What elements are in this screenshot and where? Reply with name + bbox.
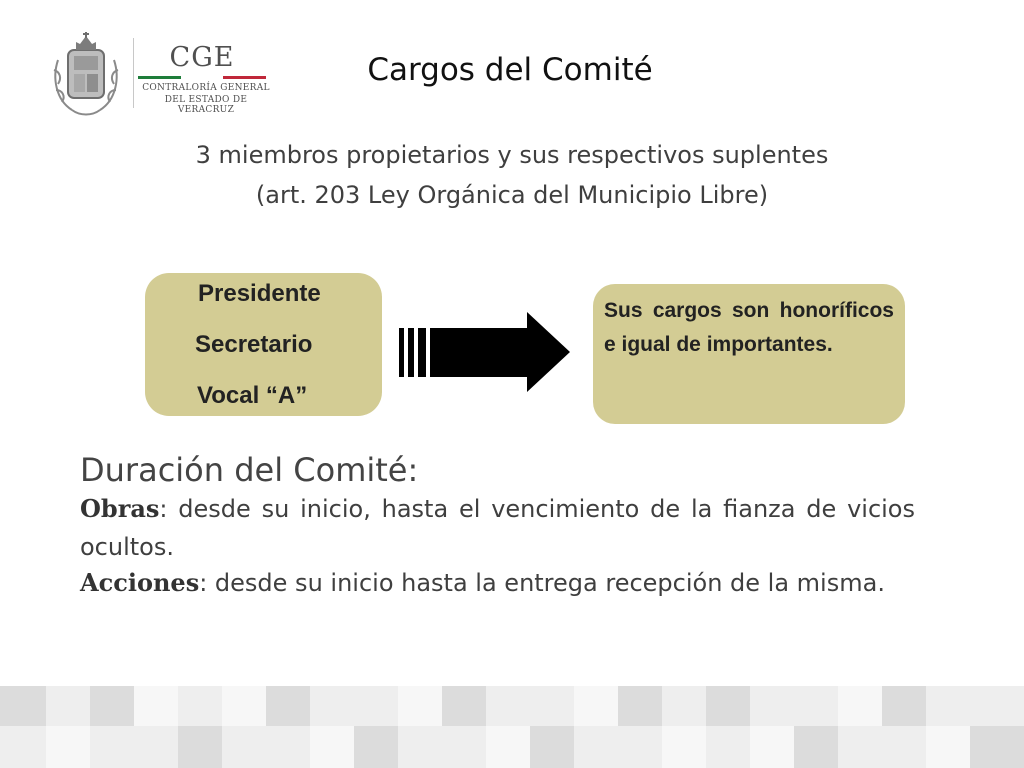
duration-obras xyxy=(80,490,915,566)
term-acciones: Acciones xyxy=(80,568,200,597)
cge-logo xyxy=(40,28,290,123)
role-secretario: Secretario xyxy=(195,331,313,358)
duration-acciones xyxy=(80,564,915,602)
slide-title: Cargos del Comité xyxy=(367,52,653,88)
footer-tile xyxy=(662,726,706,768)
logo-org-line-1: CONTRALORÍA GENERAL xyxy=(142,83,270,93)
role-presidente: Presidente xyxy=(198,280,321,307)
logo-flag-stripe xyxy=(138,76,266,79)
footer-tile xyxy=(970,726,1024,768)
footer-tile xyxy=(618,686,662,726)
footer-tile xyxy=(926,726,970,768)
flag-stripe-white xyxy=(181,76,224,79)
term-obras-separator: : xyxy=(159,495,168,523)
footer-tile xyxy=(266,686,310,726)
footer-tile xyxy=(0,686,46,726)
duration-obras-text: desde su inicio, hasta el vencimiento de la fianza de vicios ocultos. xyxy=(80,495,915,561)
footer-tile xyxy=(90,686,134,726)
footer-tile xyxy=(134,686,178,726)
footer-tile xyxy=(574,686,618,726)
footer-pattern xyxy=(0,686,1024,768)
footer-tile xyxy=(486,726,530,768)
footer-tile xyxy=(46,726,90,768)
footer-tile xyxy=(838,686,882,726)
subtitle-line-2: (art. 203 Ley Orgánica del Municipio Libre) xyxy=(255,181,769,209)
flag-stripe-red xyxy=(223,76,266,79)
term-obras: Obras xyxy=(80,494,160,523)
footer-tile xyxy=(178,726,222,768)
subtitle-line-1: 3 miembros propietarios y sus respectivos suplentes xyxy=(195,141,829,169)
note-text: Sus cargos son honoríficos e igual de importantes. xyxy=(604,299,894,356)
footer-tile xyxy=(750,726,794,768)
footer-tile xyxy=(442,686,486,726)
right-arrow-icon xyxy=(397,310,572,395)
logo-org-line-2: DEL ESTADO DE VERACRUZ xyxy=(164,95,248,115)
note-box xyxy=(593,284,905,424)
veracruz-coat-of-arms-icon xyxy=(48,30,124,116)
footer-tile xyxy=(222,686,266,726)
footer-tile xyxy=(530,726,574,768)
term-acciones-separator: : xyxy=(199,569,208,597)
footer-tile xyxy=(398,686,442,726)
duration-section xyxy=(80,448,915,602)
logo-divider xyxy=(133,38,134,108)
duration-acciones-text: desde su inicio hasta la entrega recepción de la misma. xyxy=(207,569,885,597)
logo-acronym: CGE xyxy=(169,42,235,73)
flag-stripe-green xyxy=(138,76,181,79)
duration-heading: Duración del Comité: xyxy=(80,451,419,489)
footer-tile xyxy=(882,686,926,726)
footer-tile xyxy=(354,726,398,768)
footer-tile xyxy=(706,686,750,726)
footer-tile xyxy=(794,726,838,768)
roles-box xyxy=(145,273,382,416)
role-vocal: Vocal “A” xyxy=(197,382,308,409)
footer-tile xyxy=(310,726,354,768)
